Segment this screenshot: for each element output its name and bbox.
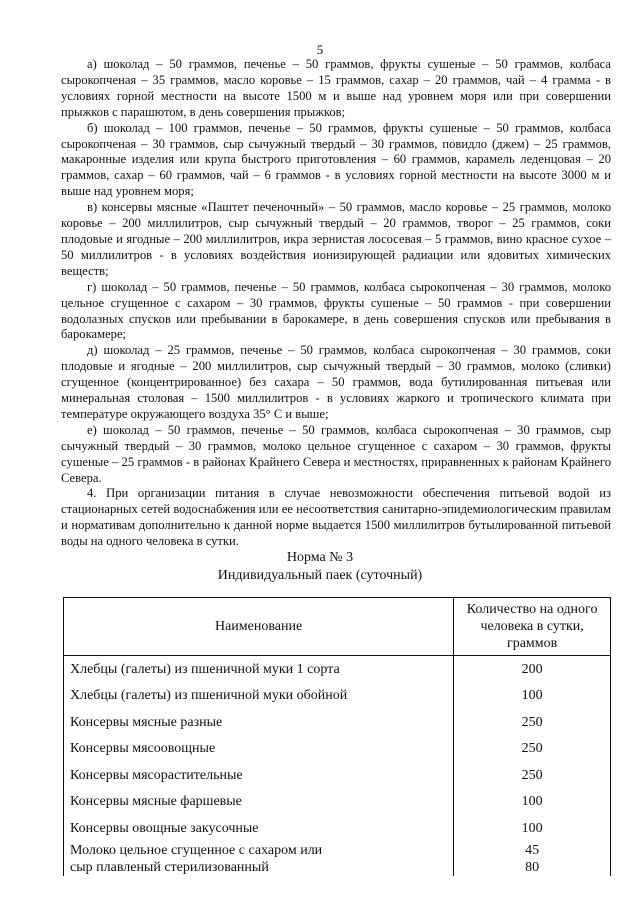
paragraph-g: г) шоколад – 50 граммов, печенье – 50 граммов, колбаса сырокопченая – 30 граммов, молоко цельное сгущенное с сахаром – 30 граммов, фрукты сушеные – 50 граммов - при совершении водолазных спусков или пребывании в барокамере, в день совершения спусков или пребывания в барокамере; — [61, 279, 611, 342]
paragraph-v: в) консервы мясные «Паштет печеночный» – 50 граммов, масло коровье – 25 граммов, молоко коровье – 200 миллилитров, сыр сычужный твердый – 20 граммов, творог – 25 граммов, соки плодовые и ягодные – 200 миллилитров, икра зернистая лососевая – 5 граммов, вино красное сухое – 50 миллилитров - в условиях воздействия ионизирующей радиации или ядовитых химических веществ; — [61, 200, 611, 278]
norm-title: Норма № 3 — [286, 550, 354, 565]
table-row — [64, 815, 611, 842]
ration-table — [63, 597, 611, 876]
row-name: Хлебцы (галеты) из пшеничной муки обойной — [64, 683, 454, 710]
table-row — [64, 789, 611, 816]
row-name: Консервы мясные разные — [64, 709, 454, 736]
paragraph-d: д) шоколад – 25 граммов, печенье – 50 граммов, колбаса сырокопченая – 30 граммов, соки плодовые и ягодные – 200 миллилитров, сыр сычужный твердый – 30 граммов, молоко (сливки) сгущенное (концентрированное) без сахара – 50 граммов, вода бутилированная питьевая или минеральная столовая – 1500 миллилитров - в условиях жаркого и тропического климата при температуре окружающего воздуха 35° С и выше; — [61, 343, 611, 421]
row-qty-line: 80 — [525, 859, 540, 875]
paragraph-b: б) шоколад – 100 граммов, печенье – 50 граммов, фрукты сушеные – 50 граммов, колбаса сырокопченая – 30 граммов, сыр сычужный твердый – 30 граммов, повидло (джем) – 25 граммов, макаронные изделия или крупа быстрого приготовления – 60 граммов, карамель леденцовая – 20 граммов, сахар – 60 граммов, чай – 6 граммов - в условиях горной местности на высоте 3000 м и выше над уровнем моря; — [61, 120, 611, 199]
row-name: Консервы мясоовощные — [64, 736, 454, 763]
norm-subtitle: Индивидуальный паек (суточный) — [217, 568, 423, 583]
paragraph-e: е) шоколад – 50 граммов, печенье – 50 граммов, колбаса сырокопченая – 30 граммов, сыр сычужный твердый – 30 граммов, молоко цельное сгущенное с сахаром – 30 граммов, фрукты сушеные – 25 граммов - в районах Крайнего Севера и местностях, приравненных к районам Крайнего Севера. — [61, 422, 611, 485]
body-text — [61, 57, 611, 550]
paragraph-4: 4. При организации питания в случае невозможности обеспечения питьевой водой из стационарных сетей водоснабжения или ее несоответствия санитарно-эпидемиологическим правилам и нормативам дополнительно к данной норме выдается 1500 миллилитров бутылированной питьевой воды на одного человека в сутки. — [61, 486, 611, 549]
header-name: Наименование — [64, 598, 454, 656]
norm-heading — [0, 549, 640, 585]
row-name: Хлебцы (галеты) из пшеничной муки 1 сорта — [64, 656, 454, 683]
row-qty: 250 — [454, 762, 611, 789]
table-header-row — [64, 598, 611, 656]
row-qty: 250 — [454, 709, 611, 736]
row-qty: 250 — [454, 736, 611, 763]
row-qty: 200 — [454, 656, 611, 683]
table-row — [64, 656, 611, 683]
row-qty: 100 — [454, 789, 611, 816]
row-name-line: Молоко цельное сгущенное с сахаром или — [70, 842, 323, 858]
row-name — [64, 842, 454, 876]
row-name: Консервы мясные фаршевые — [64, 789, 454, 816]
row-name-line: сыр плавленый стерилизованный — [70, 859, 269, 875]
row-qty — [454, 842, 611, 876]
header-qty: Количество на одного человека в сутки, граммов — [454, 598, 611, 656]
table-row — [64, 683, 611, 710]
row-name: Консервы овощные закусочные — [64, 815, 454, 842]
table-row — [64, 736, 611, 763]
row-qty: 100 — [454, 683, 611, 710]
row-qty-line: 45 — [525, 842, 540, 858]
row-name: Консервы мясорастительные — [64, 762, 454, 789]
table-row — [64, 762, 611, 789]
paragraph-a: а) шоколад – 50 граммов, печенье – 50 граммов, фрукты сушеные – 50 граммов, колбаса сырокопченая – 35 граммов, масло коровье – 15 граммов, сахар – 20 граммов, чай – 4 грамма - в условиях горной местности на высоте 1500 м и выше над уровнем моря или при совершении прыжков с парашютом, в день совершения прыжков; — [61, 57, 611, 119]
table-row — [64, 842, 611, 876]
row-qty: 100 — [454, 815, 611, 842]
page-number: 5 — [316, 42, 324, 57]
table-row — [64, 709, 611, 736]
